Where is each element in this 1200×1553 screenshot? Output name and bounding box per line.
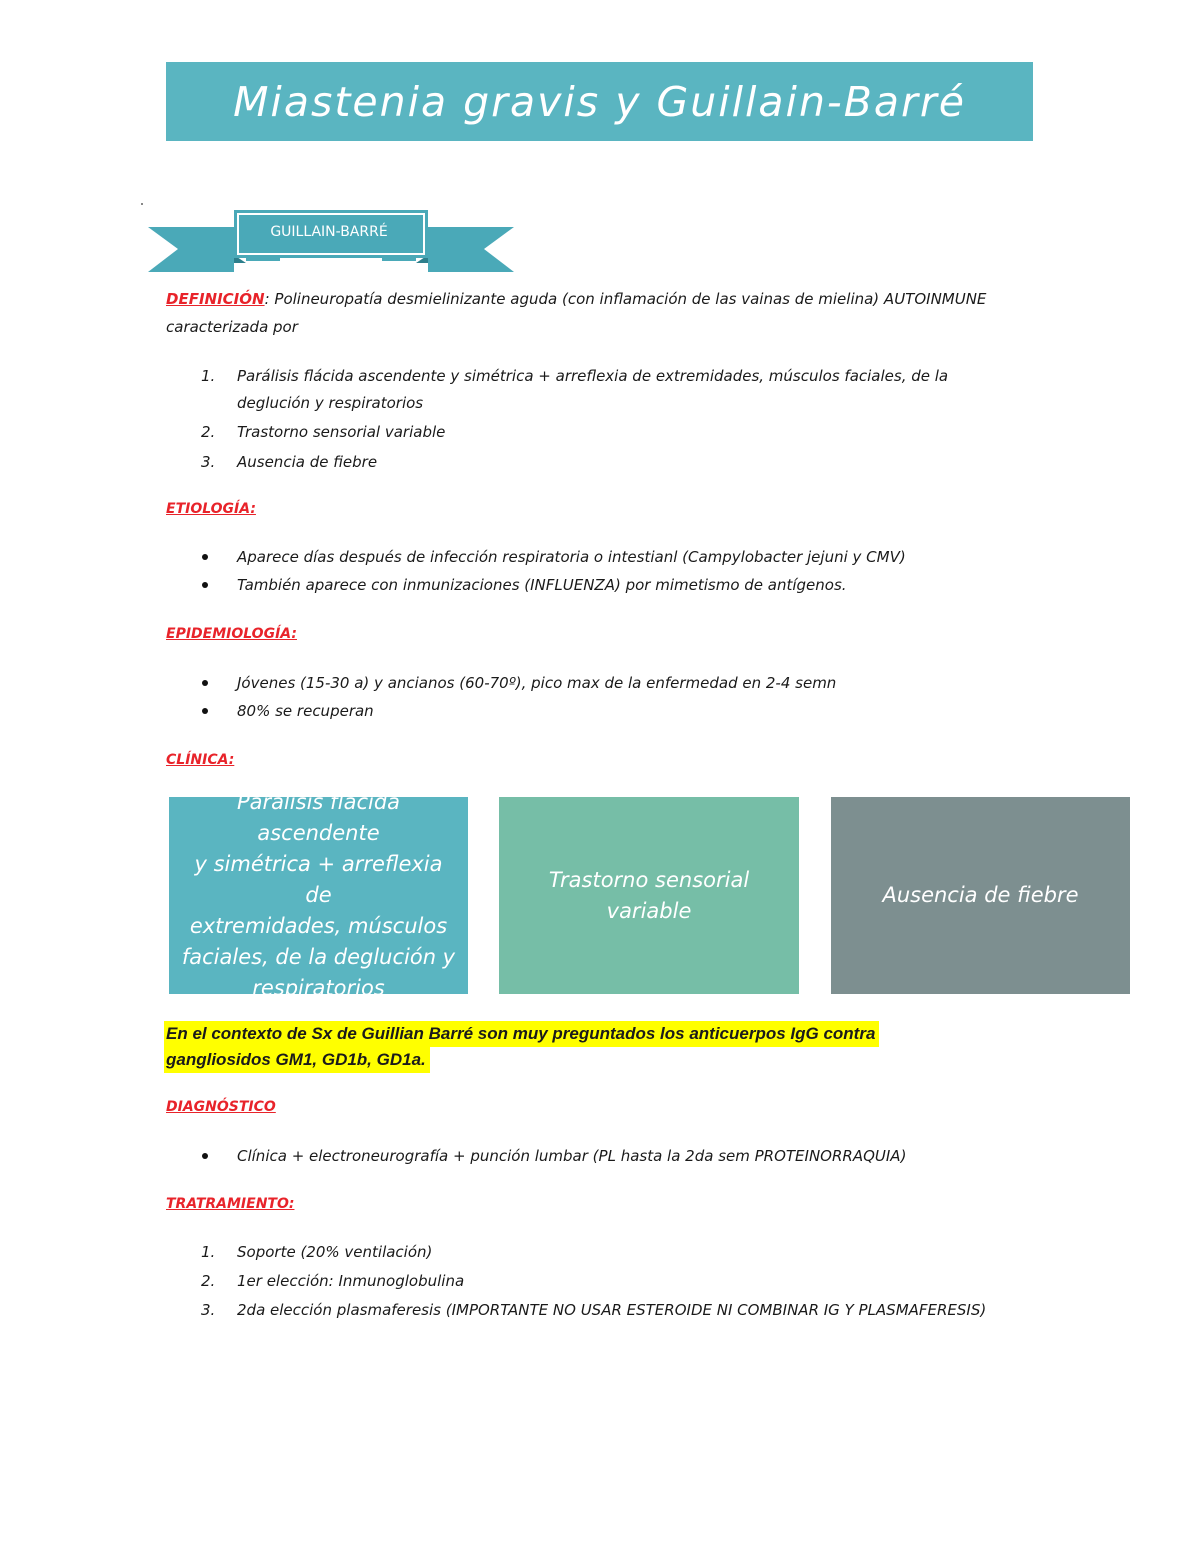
diagnostico-heading: DIAGNÓSTICO [166,1099,276,1115]
tratamiento-item-3: 2da elección plasmaferesis (IMPORTANTE NO USAR ESTEROIDE NI COMBINAR IG Y PLASMAFERESIS) [237,1301,987,1319]
clinica-heading: CLÍNICA: [166,752,235,768]
bullet-icon [202,680,208,686]
tratamiento-item-1: Soporte (20% ventilación) [237,1243,433,1261]
etiologia-item-2: También aparece con inmunizaciones (INFLUENZA) por mimetismo de antígenos. [237,576,847,594]
tratamiento-item-1-number: 1. [201,1243,216,1261]
definicion-item-2-number: 2. [201,423,216,441]
definicion-separator: : [264,290,270,308]
bullet-icon [202,582,208,588]
definicion-item-1-cont: deglución y respiratorios [237,394,424,412]
etiologia-item-1: Aparece días después de infección respiratoria o intestianl (Campylobacter jejuni y CMV) [237,548,906,566]
diagnostico-item-1: Clínica + electroneurografía + punción lumbar (PL hasta la 2da sem PROTEINORRAQUIA) [237,1147,907,1165]
tratamiento-item-2: 1er elección: Inmunoglobulina [237,1272,465,1290]
definicion-line2: caracterizada por [166,318,298,336]
tratamiento-item-3-number: 3. [201,1301,216,1319]
ribbon-label: GUILLAIN-BARRÉ [270,224,388,240]
clinica-box-paralisis-line: respiratorios [252,976,385,1000]
definicion-item-3-number: 3. [201,453,216,471]
bullet-icon [202,708,208,714]
etiologia-heading: ETIOLOGÍA: [166,501,256,517]
definicion-line1 [166,289,986,309]
epidemiologia-item-1: Jóvenes (15-30 a) y ancianos (60-70º), pico max de la enfermedad en 2-4 semn [237,674,837,692]
definicion-item-2: Trastorno sensorial variable [237,423,446,441]
clinica-box-paralisis-line: Parálisis flácida ascendente [236,790,401,845]
highlight-line2: gangliosidos GM1, GD1b, GD1a. [164,1047,430,1073]
bullet-icon [202,1153,208,1159]
definicion-item-1-number: 1. [201,367,216,385]
clinica-box-paralisis [169,790,468,1000]
definicion-text: Polineuropatía desmielinizante aguda (con inflamación de las vainas de mielina) AUTOINMUNE [269,290,987,308]
stray-dot [141,203,143,205]
highlight-line1: En el contexto de Sx de Guillian Barré son muy preguntados los anticuerpos IgG contra [164,1021,879,1047]
document-title-banner [166,62,1033,141]
clinica-box-trastorno-text: Trastorno sensorial variable [548,867,750,923]
epidemiologia-heading: EPIDEMIOLOGÍA: [166,626,297,642]
clinica-box-fiebre [831,797,1130,994]
clinica-box-fiebre-text: Ausencia de fiebre [882,883,1079,907]
definicion-heading: DEFINICIÓN [166,290,265,308]
epidemiologia-item-2: 80% se recuperan [237,702,374,720]
document-title: Miastenia gravis y Guillain-Barré [233,77,966,126]
bullet-icon [202,554,208,560]
tratamiento-heading: TRATRAMIENTO: [166,1196,295,1212]
clinica-box-paralisis-line: y simétrica + arreflexia de [194,852,443,907]
definicion-item-3: Ausencia de fiebre [237,453,378,471]
clinica-box-paralisis-line: extremidades, músculos [189,914,448,938]
definicion-item-1: Parálisis flácida ascendente y simétrica + arreflexia de extremidades, músculos faciales, de la [237,367,949,385]
clinica-box-paralisis-line: faciales, de la deglución y [181,945,456,969]
tratamiento-item-2-number: 2. [201,1272,216,1290]
clinica-box-trastorno [499,797,799,994]
